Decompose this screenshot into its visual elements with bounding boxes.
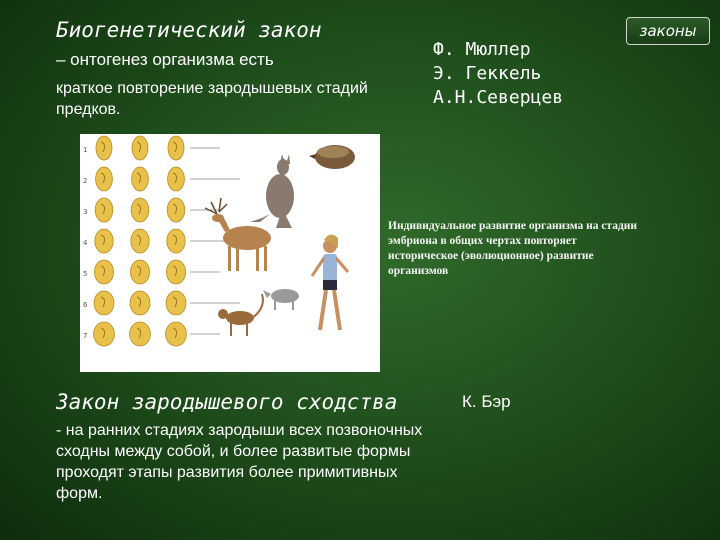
embryo-icon	[168, 167, 185, 191]
wolf-icon	[263, 289, 299, 310]
embryo-icon	[167, 229, 185, 253]
embryo-icon	[96, 167, 113, 191]
row-number: 7	[83, 332, 88, 340]
author-haeckel: Э. Геккель	[433, 63, 542, 84]
row-number: 1	[83, 146, 88, 154]
kangaroo-icon	[250, 154, 294, 228]
embryo-icon	[130, 260, 149, 284]
embryo-comparison-figure	[80, 134, 380, 372]
echidna-icon	[309, 145, 355, 169]
embryo-icon	[132, 167, 149, 191]
germinal-similarity-title: Закон зародышевого сходства	[56, 390, 398, 414]
embryo-icon	[96, 136, 112, 160]
monkey-icon	[218, 294, 263, 336]
embryo-icon	[95, 198, 113, 222]
row-number: 6	[83, 301, 88, 309]
biogenetic-definition-line1: – онтогенез организма есть	[56, 50, 274, 69]
germinal-similarity-text: - на ранних стадиях зародыши всех позвоночных сходны между собой, и более развитые формы проходят этапы развития более примитивных форм.	[56, 422, 423, 502]
embryo-figure-svg	[80, 134, 380, 372]
human-runner-icon	[312, 234, 348, 330]
embryo-icon	[131, 229, 149, 253]
embryo-icon	[130, 322, 151, 346]
embryo-icon	[95, 229, 113, 253]
embryo-icon	[166, 322, 187, 346]
laws-button[interactable]: законы	[626, 17, 710, 45]
author-severtsov: А.Н.Северцев	[433, 87, 564, 108]
biogenetic-law-title: Биогенетический закон	[56, 18, 322, 42]
deer-icon	[205, 198, 271, 271]
embryo-icon	[168, 136, 184, 160]
row-number: 2	[83, 177, 88, 185]
embryo-icon	[131, 198, 149, 222]
embryo-icon	[130, 291, 150, 315]
row-number: 3	[83, 208, 88, 216]
row-number: 5	[83, 270, 88, 278]
figure-caption: Индивидуальное развитие организма на стадии эмбриона в общих чертах повторяет историческое (эволюционное) развитие организмов	[388, 220, 638, 277]
embryo-icon	[167, 198, 185, 222]
embryo-icon	[166, 291, 186, 315]
biogenetic-definition-line2: краткое повторение зародышевых стадий предков.	[56, 80, 368, 118]
author-baer: К. Бэр	[462, 392, 511, 411]
row-number: 4	[83, 239, 88, 247]
authors-list	[433, 38, 563, 110]
embryo-icon	[132, 136, 148, 160]
author-muller: Ф. Мюллер	[433, 39, 531, 60]
embryo-icon	[94, 260, 113, 284]
embryo-icon	[166, 260, 185, 284]
embryo-icon	[94, 322, 115, 346]
embryo-icon	[94, 291, 114, 315]
